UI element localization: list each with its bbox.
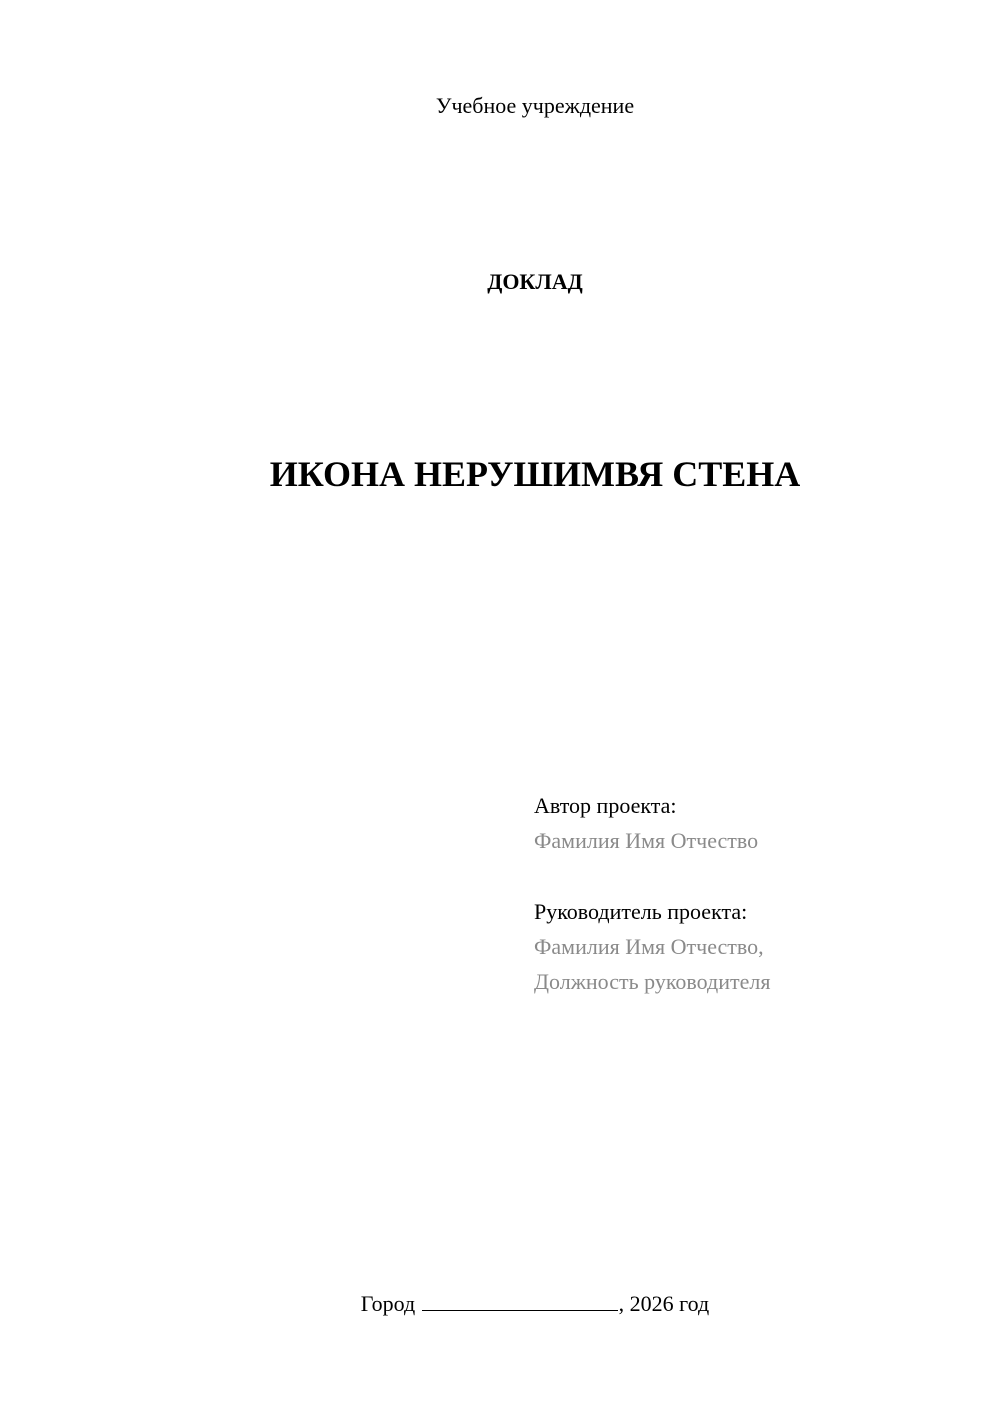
supervisor-position: Должность руководителя [534, 969, 771, 994]
city-blank-line [422, 1290, 618, 1311]
footer-city-year [0, 1290, 1000, 1318]
supervisor-label: Руководитель проекта: [534, 899, 748, 924]
document-type: ДОКЛАД [487, 269, 583, 294]
author-name: Фамилия Имя Отчество [534, 828, 759, 853]
project-info-block [534, 788, 770, 999]
city-label: Город [360, 1291, 416, 1316]
supervisor-name: Фамилия Имя Отчество, [534, 934, 764, 959]
document-title: ИКОНА НЕРУШИМВЯ СТЕНА [269, 454, 801, 494]
spacer [534, 858, 770, 894]
year-text: , 2026 год [618, 1291, 710, 1316]
author-label: Автор проекта: [534, 793, 677, 818]
institution-name: Учебное учреждение [435, 93, 635, 118]
